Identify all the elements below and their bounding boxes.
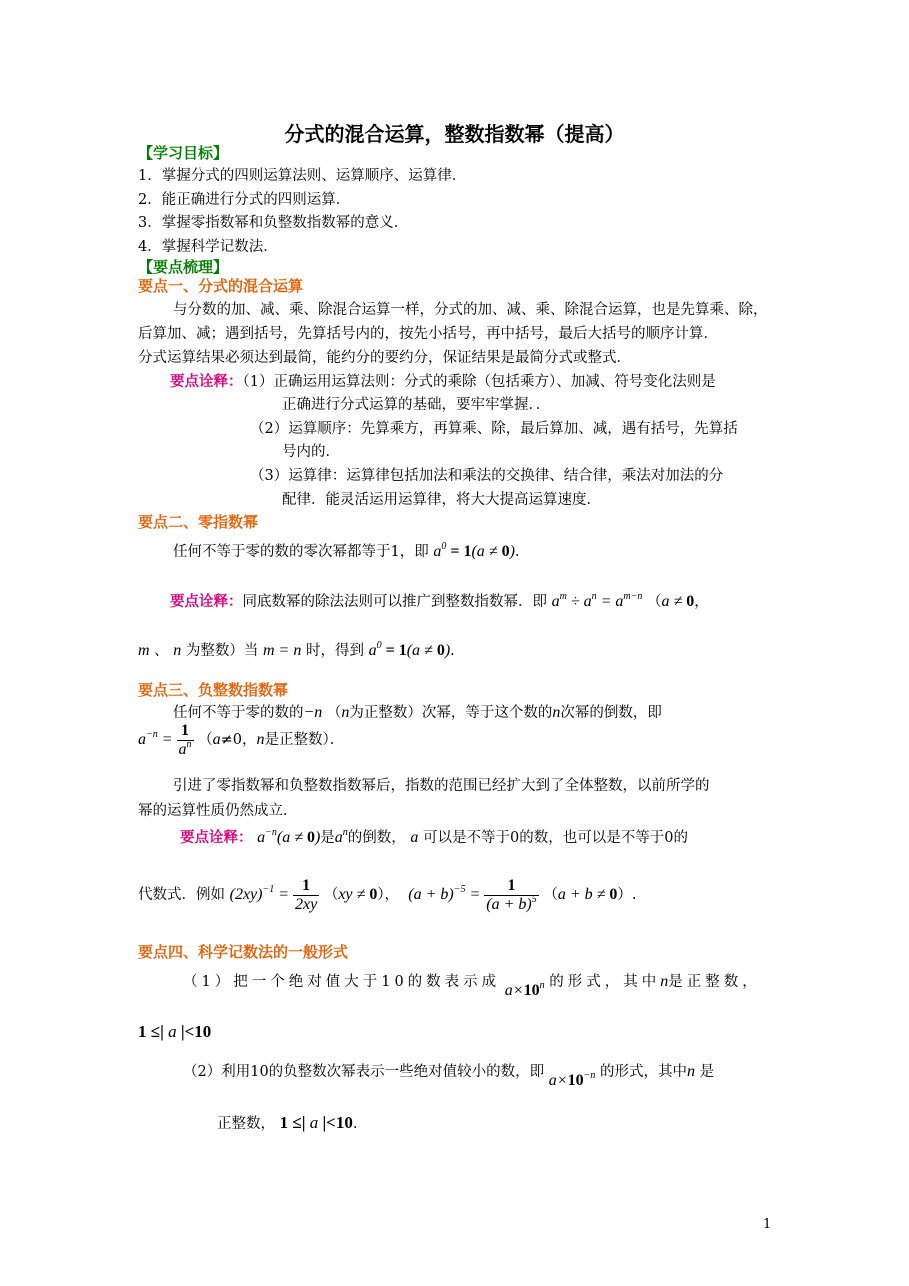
point3-para: 引进了零指数幂和负整数指数幂后，指数的范围已经扩大到了全体整数，以前所学的	[173, 778, 710, 794]
note-line: 配律．能灵活运用运算律，将大大提高运算速度．	[282, 492, 601, 508]
note-line: （1）正确运用运算法则：分式的乘除（包括乘方）、加减、符号变化法则是	[242, 374, 716, 390]
point2-text: 任何不等于零的数的零次幂都等于1，即 $a^0 = 1(a \ne 0)$.	[173, 541, 520, 560]
formula: m = n	[263, 642, 302, 659]
formula: $a^{-n}$ = $\frac{1}{a^n}$	[138, 722, 192, 758]
formula: $(a + b)^{-5}$ = $\frac{1}{(a + b)^5}$	[408, 877, 537, 913]
formula: $(2xy)^{-1}$ = $\frac{1}{2xy}$	[229, 877, 318, 913]
point2-line3: m 、 n 为整数）当 m = n 时，得到 $a^0 = 1(a \ne 0)$.	[138, 640, 455, 659]
formula: 1 ≤| a |<10	[138, 1022, 212, 1041]
point3-line2: $a^{-n}$ = $\frac{1}{a^n}$ （a≠0，n是正整数）．	[138, 722, 345, 758]
point1-line: 分式运算结果必须达到最简，能约分的要约分，保证结果是最简分式或整式．	[138, 350, 631, 366]
point4-line2: （2）利用10的负整数次幂表示一些绝对值较小的数，即 $a\times 10^{-n}$ 的形式，其中n 是	[183, 1063, 715, 1089]
formula: $a^{-n}(a \ne 0)$	[257, 827, 321, 846]
point3-examples: 代数式．例如 $(2xy)^{-1}$ = $\frac{1}{2xy}$ （xy ≠ 0）， $(a + b)^{-5}$ = $\frac{1}{(a + b)^5}$ （a + b ≠ 0）.	[138, 877, 637, 913]
formula: $a\times 10^{-n}$	[548, 1070, 596, 1089]
learning-goals-heading: 【学习目标】	[138, 144, 229, 162]
formula: $a\times 10^n$	[504, 980, 545, 999]
point4-line3: 正整数， 1 ≤| a |<10.	[217, 1113, 358, 1132]
point3-para: 幂的运算性质仍然成立．	[138, 803, 298, 819]
point3-line1: 任何不等于零的数的−n （n为正整数）次幂，等于这个数的n次幂的倒数，即	[173, 704, 662, 721]
point2-note: 要点诠释：同底数幂的除法法则可以推广到整数指数幂．即 $a^m \div a^n = a^{m-n}$ （a ≠ 0，	[170, 591, 709, 610]
note-line: （3）运算律：运算律包括加法和乘法的交换律、结合律，乘法对加法的分	[250, 468, 724, 484]
point1-line: 后算加、减；遇到括号，先算括号内的，按先小括号，再中括号，最后大括号的顺序计算．	[138, 326, 718, 342]
goal-item: 2．能正确进行分式的四则运算．	[138, 192, 351, 208]
goal-item: 4．掌握科学记数法．	[138, 239, 278, 255]
point4-heading: 要点四、科学记数法的一般形式	[138, 943, 349, 961]
point2-heading: 要点二、零指数幂	[138, 513, 259, 531]
note-label: 要点诠释：	[170, 593, 243, 610]
note-label: 要点诠释：	[180, 829, 253, 846]
page-number: 1	[763, 1217, 772, 1232]
goal-item: 3．掌握零指数幂和负整数指数幂的意义．	[138, 215, 409, 231]
note-paragraph	[170, 370, 716, 391]
note-line: 正确进行分式运算的基础，要牢牢掌握．．	[282, 397, 551, 413]
outline-heading: 【要点梳理】	[138, 258, 229, 276]
note-label: 要点诠释：	[170, 373, 243, 390]
note-line: 号内的．	[282, 444, 340, 460]
note-line: （2）运算顺序：先算乘方，再算乘、除，最后算加、减，遇有括号，先算括	[250, 421, 738, 437]
formula: $a^0 = 1(a \ne 0)$	[368, 640, 451, 659]
formula: $a^0 = 1(a \ne 0)$	[433, 541, 515, 560]
page-title: 分式的混合运算，整数指数幂（提高）	[284, 122, 625, 146]
point3-note: 要点诠释： $a^{-n}(a \ne 0)$是$a^n$的倒数， a 可以是不等于0的数，也可以是不等于0的	[180, 827, 688, 846]
point4-line1: （1）把一个绝对值大于10的数表示成 $a\times 10^n$ 的形式，其中n是正整数，	[183, 973, 761, 999]
point1-line: 与分数的加、减、乘、除混合运算一样，分式的加、减、乘、除混合运算，也是先算乘、除，	[173, 302, 768, 318]
formula: 1 ≤| a |<10	[279, 1113, 353, 1132]
goal-item: 1．掌握分式的四则运算法则、运算顺序、运算律．	[138, 168, 467, 184]
point1-heading: 要点一、分式的混合运算	[138, 277, 304, 295]
formula: $a^m \div a^n = a^{m-n}$	[551, 591, 643, 610]
point3-heading: 要点三、负整数指数幂	[138, 681, 289, 699]
